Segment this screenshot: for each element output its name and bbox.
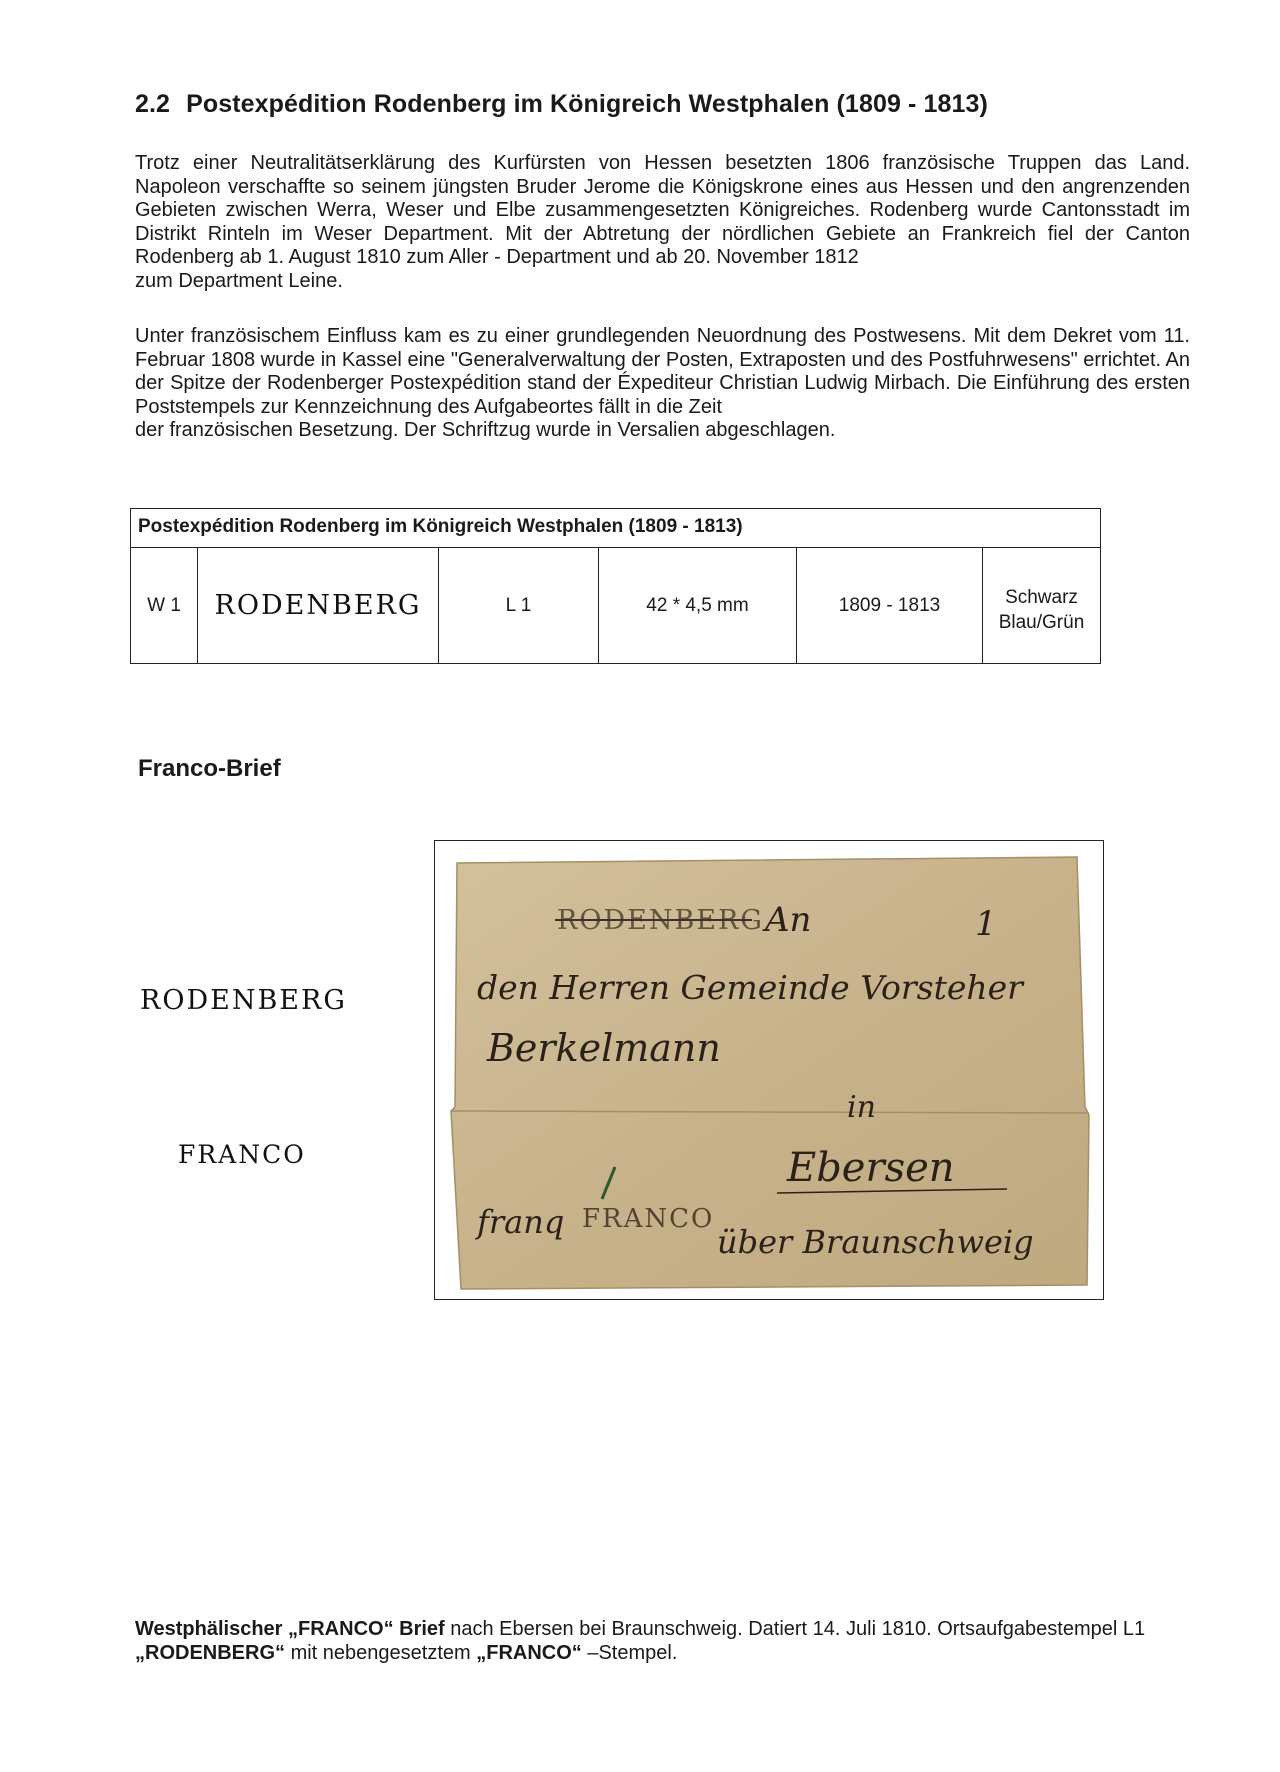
- table-row: [131, 548, 1100, 663]
- rodenberg-stamp-sample: RODENBERG: [140, 985, 347, 1016]
- letter-line-place: Ebersen: [787, 1145, 955, 1191]
- intro-paragraph-tail: zum Department Leine.: [135, 269, 343, 292]
- stamp-color-2: Blau/Grün: [998, 611, 1085, 633]
- letter-line-route: über Braunschweig: [717, 1223, 1034, 1261]
- subheading: Franco-Brief: [138, 755, 281, 782]
- stamp-table-header: Postexpédition Rodenberg im Königreich Westphalen (1809 - 1813): [131, 509, 1100, 548]
- caption-bold-3: „FRANCO“: [476, 1642, 582, 1664]
- letter-line-name: Berkelmann: [487, 1026, 721, 1070]
- letter-image: [447, 849, 1091, 1291]
- letter-photo-frame: [434, 840, 1104, 1300]
- letter-franco-handwritten: franq: [477, 1203, 565, 1241]
- intro-paragraph: [135, 152, 1190, 293]
- letter-line-addressee: den Herren Gemeinde Vorsteher: [477, 968, 1023, 1007]
- franco-stamp-sample: FRANCO: [178, 1140, 306, 1169]
- stamp-type-cell: L 1: [439, 548, 599, 663]
- caption-bold-2: „RODENBERG“: [135, 1642, 286, 1664]
- letter-line-in: in: [847, 1090, 876, 1125]
- stamp-id-cell: W 1: [131, 548, 198, 663]
- section-heading: [135, 90, 988, 119]
- caption-text-1: nach Ebersen bei Braunschweig. Datiert 14. Juli 1810. Ortsaufgabestempel L1: [444, 1618, 1146, 1640]
- caption-text-2: mit nebengesetztem: [285, 1642, 477, 1664]
- letter-rodenberg-stamp: RODENBERG: [557, 905, 764, 936]
- caption-text-3: –Stempel.: [581, 1642, 678, 1664]
- letter-line-an: An: [765, 900, 812, 940]
- postal-paragraph-body: Unter französischem Einfluss kam es zu einer grundlegenden Neuordnung des Postwesens. Mit dem Dekret vom 11. Februar 1808 wurde in Kassel eine "Generalverwaltung der Posten, Extraposten und des Postfuhrwesens" errichtet. An der Spitze der Rodenberger Postexpédition stand der Éxpediteur Christian Ludwig Mirbach. Die Einführung des ersten Poststempels zur Kennzeichnung des Aufgabeortes fällt in die Zeit: [135, 325, 1190, 418]
- intro-paragraph-body: Trotz einer Neutralitätserklärung des Kurfürsten von Hessen besetzten 1806 französische Truppen das Land. Napoleon verschaffte so seinem jüngsten Bruder Jerome die Königskrone eines aus Hessen und den angrenzenden Gebieten zwischen Werra, Weser und Elbe zusammengesetzten Königreiches. Rodenberg wurde Cantonsstadt im Distrikt Rinteln im Weser Department. Mit der Abtretung der nördlichen Gebiete an Frankreich fiel der Canton Rodenberg ab 1. August 1810 zum Aller - Department und ab 20. November 1812: [135, 152, 1190, 268]
- letter-mark: 1: [975, 904, 997, 944]
- letter-franco-stamp: FRANCO: [582, 1204, 715, 1234]
- stamp-color-1: Schwarz: [1005, 586, 1078, 608]
- stamp-impression: RODENBERG: [214, 590, 422, 621]
- stamp-color-cell: [983, 548, 1100, 663]
- stamp-period-cell: 1809 - 1813: [797, 548, 983, 663]
- section-title: Postexpédition Rodenberg im Königreich Westphalen (1809 - 1813): [186, 90, 988, 118]
- stamp-table: [130, 508, 1101, 664]
- stamp-impression-cell: [198, 548, 439, 663]
- postal-paragraph: [135, 325, 1190, 443]
- letter-caption: [135, 1617, 1190, 1665]
- stamp-size-cell: 42 * 4,5 mm: [599, 548, 797, 663]
- section-number: 2.2: [135, 90, 171, 118]
- caption-bold-1: Westphälischer „FRANCO“ Brief: [135, 1618, 445, 1640]
- postal-paragraph-tail: der französischen Besetzung. Der Schriftzug wurde in Versalien abgeschlagen.: [135, 419, 836, 441]
